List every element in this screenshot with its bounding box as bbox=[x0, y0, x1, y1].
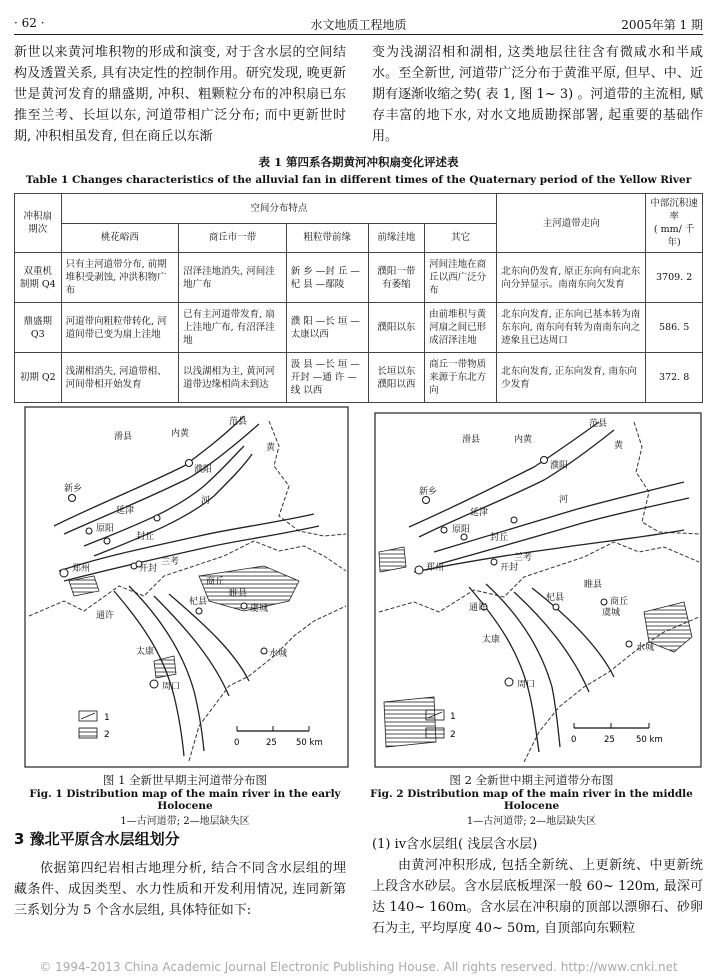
place-label: 河 bbox=[559, 495, 569, 505]
province-boundary bbox=[379, 542, 699, 612]
city-markers bbox=[415, 457, 632, 687]
province-boundary bbox=[634, 422, 699, 534]
place-label: 杞县 bbox=[546, 593, 565, 603]
col-head-trend: 主河道带走向 bbox=[497, 194, 646, 253]
page-header bbox=[14, 12, 703, 34]
place-label: 黄 bbox=[266, 443, 276, 453]
place-label: 新乡 bbox=[419, 487, 438, 497]
caption-legend: 1—古河道带; 2—地层缺失区 bbox=[466, 816, 597, 827]
scale-label: 0 bbox=[234, 738, 240, 748]
place-label: 通许 bbox=[469, 603, 488, 613]
table-caption-cn: 表 1 第四系各期黄河冲积扇变化评述表 bbox=[258, 155, 459, 169]
place-label: 封丘 bbox=[136, 532, 155, 542]
place-label: 商丘 bbox=[206, 577, 225, 587]
paragraph: 由黄河冲积形成, 包括全新统、上更新统、中更新统上段含水砂层。含水层底板埋深一般 60~ 120m, 最深可达 140~ 160m。含水层在冲积扇的顶部以漂卵石、砂卵石为主, 平均厚度 40~ 50m, 自顶部向东颗粒 bbox=[372, 858, 703, 936]
caption-en: Fig. 2 Distribution map of the main river in the middle Holocene bbox=[370, 788, 693, 812]
paragraph: 新世以来黄河堆积物的形成和演变, 对于含水层的空间结构及透置关系, 具有决定性的控制作用。研究发现, 晚更新世是黄河发育的鼎盛期, 冲积、粗颗粒分布的冲积扇已东推至兰考、长垣以东, 河道带相广泛分布; 而中更新世时期, 冲积相虽发育, 但在商丘以东渐 bbox=[14, 45, 346, 144]
legend-label: 1 bbox=[450, 712, 456, 722]
legend-label: 1 bbox=[104, 713, 110, 723]
right-column-top bbox=[372, 42, 703, 147]
place-label: 原阳 bbox=[96, 524, 115, 534]
right-column-bottom bbox=[372, 834, 703, 939]
col-sub-head: 粗粒带前缘 bbox=[286, 223, 368, 253]
place-label: 兰考 bbox=[161, 557, 180, 567]
place-label: 兰考 bbox=[514, 553, 533, 563]
left-column-top bbox=[14, 42, 346, 147]
place-label: 郑州 bbox=[426, 563, 445, 573]
col-sub-head: 桃花峪西 bbox=[61, 223, 179, 253]
place-label: 濮阳 bbox=[550, 461, 569, 471]
caption-cn: 图 1 全新世早期主河道带分布图 bbox=[102, 773, 268, 787]
place-label: 睢县 bbox=[584, 580, 603, 590]
scale-bar bbox=[571, 723, 663, 745]
figure-2-map bbox=[374, 412, 702, 768]
channel-belt bbox=[94, 454, 252, 556]
data-table bbox=[14, 193, 703, 403]
place-label: 开封 bbox=[500, 563, 519, 573]
missing-strata-zone bbox=[379, 547, 406, 572]
place-label: 封丘 bbox=[490, 533, 509, 543]
place-label: 范县 bbox=[229, 417, 248, 427]
place-label: 郑州 bbox=[72, 564, 91, 574]
province-boundary bbox=[269, 421, 346, 536]
place-label: 滑县 bbox=[462, 435, 481, 445]
channel-belt bbox=[59, 514, 314, 571]
channel-belt bbox=[414, 530, 684, 572]
missing-strata-zone bbox=[154, 656, 176, 678]
place-label: 虞城 bbox=[602, 608, 621, 618]
legend-label: 2 bbox=[104, 730, 110, 740]
scale-label: 50 km bbox=[296, 738, 323, 748]
place-label: 滑县 bbox=[114, 432, 133, 442]
place-label: 内黄 bbox=[514, 435, 533, 445]
place-label: 杞县 bbox=[189, 597, 208, 607]
place-label: 新乡 bbox=[64, 484, 83, 494]
caption-en: Fig. 1 Distribution map of the main river in the early Holocene bbox=[29, 788, 341, 812]
place-label: 太康 bbox=[136, 647, 155, 657]
channel-belt bbox=[486, 584, 560, 747]
place-label: 河 bbox=[201, 496, 211, 506]
place-label: 商丘 bbox=[610, 597, 629, 607]
place-label: 原阳 bbox=[452, 525, 471, 535]
section-title: 3 豫北平原含水层组划分 bbox=[14, 830, 180, 848]
journal-title: 水文地质工程地质 bbox=[310, 18, 407, 32]
place-label: 濮阳 bbox=[194, 465, 213, 475]
place-label: 水城 bbox=[269, 649, 288, 659]
place-label: 睢县 bbox=[229, 589, 248, 599]
col-sub-head: 前缘洼地 bbox=[368, 223, 424, 253]
legend-label: 2 bbox=[450, 730, 456, 740]
figure-2-caption bbox=[360, 772, 703, 827]
place-label: 太康 bbox=[482, 635, 501, 645]
place-label: 水城 bbox=[636, 643, 655, 653]
col-sub-head: 商丘市一带 bbox=[179, 223, 287, 253]
table-row: 初期 Q2 浅湖相消失, 河道带相、河间带相开始发育 以浅湖相为主, 黄河河道带边缘相尚未到达 汲 县 —长 垣 —开封 —通 许 —线 以西 长垣以东濮阳以西 商丘一带物质来源于东北方向 北东向发育, 正东向发育, 南东向少发育 372. 8 bbox=[15, 353, 703, 403]
scale-bar bbox=[234, 726, 323, 748]
col-sub-head: 其它 bbox=[425, 223, 497, 253]
table-row: 双重机制期 Q4 只有主河道带分布, 前期堆积受剥蚀, 冲洪积物广布 沼泽洼地消失, 河间洼地广布 新 乡 —封 丘 —杞 县 —鄢陵 濮阳一带有萎缩 河间洼地在商丘以西广泛分布 北东向仍发育, 原正东向有向北东向分异显示。南南东向欠发育 3709. 2 bbox=[15, 253, 703, 303]
copyright-footer: © 1994-2013 China Academic Journal Electronic Publishing House. All rights reserved. http://www.cnki.net bbox=[39, 960, 678, 974]
place-label: 通许 bbox=[96, 611, 115, 621]
paragraph: 变为浅湖沼相和湖相, 这类地层往往含有微咸水和半咸水。至全新世, 河道带广泛分布于黄淮平原, 但早、中、近期有逐渐收缩之势( 表 1, 图 1~ 3) 。河道带的主流相, 赋存丰富的地下水, 对水文地质勘探部署, 起重要的基础作用。 bbox=[372, 45, 703, 144]
place-label: 范县 bbox=[589, 419, 608, 429]
place-label: 周口 bbox=[162, 682, 181, 692]
missing-strata-zone bbox=[384, 697, 436, 747]
place-labels bbox=[64, 415, 287, 692]
left-column-bottom bbox=[14, 858, 346, 921]
col-head-rate: 中部沉积速率 ( mm/ 千年) bbox=[646, 194, 703, 253]
place-label: 延津 bbox=[470, 508, 489, 518]
place-label: 周口 bbox=[517, 680, 536, 690]
table-row: 鼎盛期 Q3 河道带向粗粒带转化, 河道间带已变为扇上洼地 已有主河道带发育, 扇上洼地广布, 有沼泽洼地 濮 阳 —长 垣 —太康以西 濮阳以东 由前堆积与黄河扇之间已形成沼泽洼地 北东向发育, 正东向已基本转为南东东向, 南东向有转为南南东向之迹象且已达周口 586. 5 bbox=[15, 303, 703, 353]
issue-label: 2005年第 1 期 bbox=[621, 18, 703, 32]
scale-label: 0 bbox=[571, 735, 577, 745]
map-legend bbox=[79, 711, 110, 740]
col-head-spatial: 空间分布特点 bbox=[61, 194, 497, 224]
subsection-heading: (1) iv含水层组( 浅层含水层) bbox=[372, 837, 538, 852]
scale-label: 25 bbox=[266, 738, 277, 748]
scale-label: 25 bbox=[604, 735, 615, 745]
caption-cn: 图 2 全新世中期主河道带分布图 bbox=[449, 773, 614, 787]
figure-1-caption bbox=[14, 772, 356, 827]
missing-strata-zone bbox=[199, 566, 299, 611]
table-caption-en: Table 1 Changes characteristics of the alluvial fan in different times of the Quaternary period of the Yellow River bbox=[25, 174, 692, 186]
place-label: 开封 bbox=[139, 564, 158, 574]
place-label: 黄 bbox=[614, 441, 624, 451]
header-rule bbox=[14, 34, 703, 35]
place-label: 虞城 bbox=[250, 604, 269, 614]
page-number: · 62 · bbox=[14, 16, 45, 30]
place-label: 内黄 bbox=[171, 429, 190, 439]
place-label: 延津 bbox=[116, 506, 135, 516]
paragraph: 依据第四纪岩相古地理分析, 结合不同含水层组的埋藏条件、成因类型、水力性质和开发利用情况, 连同新第三系划分为 5 个含水层组, 具体特征如下: bbox=[14, 861, 346, 918]
caption-legend: 1—古河道带; 2—地层缺失区 bbox=[120, 816, 250, 827]
figure-1-map bbox=[24, 406, 349, 768]
scale-label: 50 km bbox=[636, 735, 663, 745]
channel-belt bbox=[54, 416, 244, 526]
col-head-period: 冲积扇期次 bbox=[15, 194, 62, 253]
